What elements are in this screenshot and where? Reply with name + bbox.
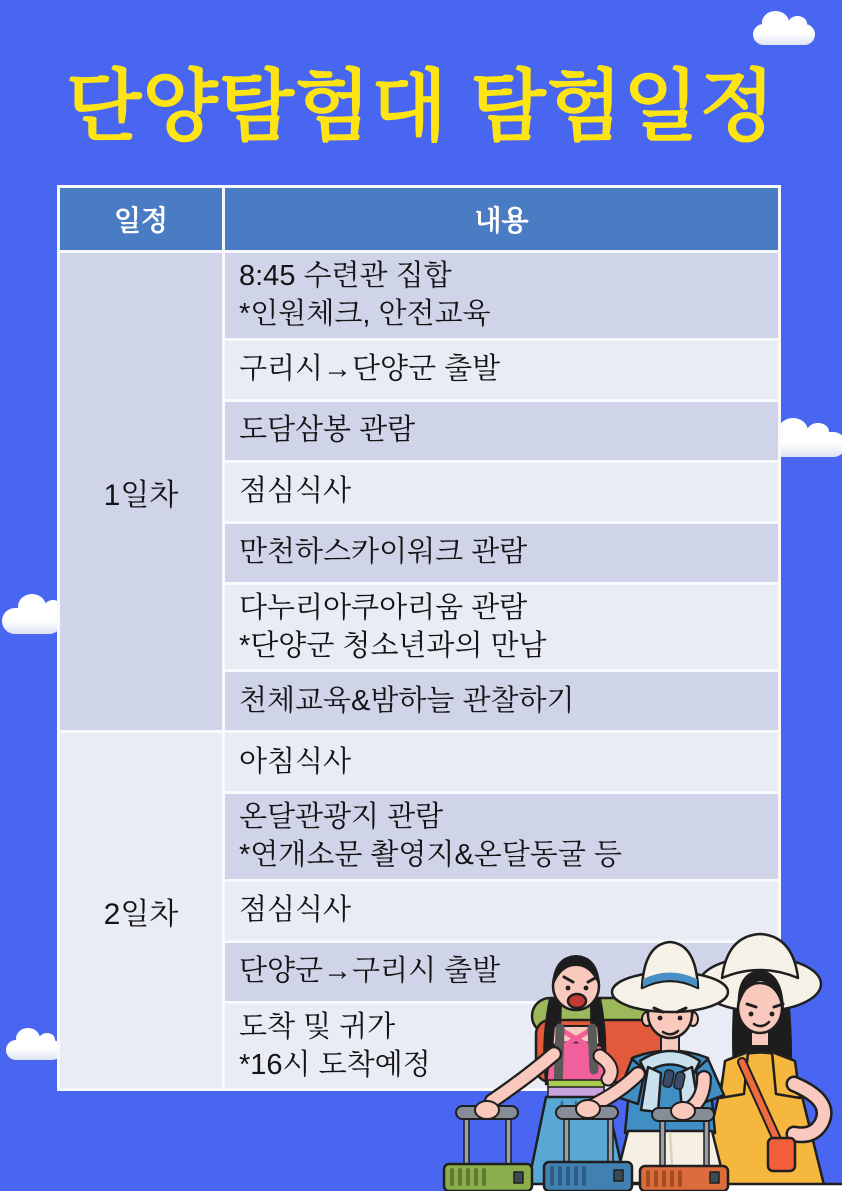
schedule-line: 아침식사 [239,745,352,778]
table-row [60,253,778,338]
page-title: 단양탐험대 탐험일정 [66,62,776,150]
column-header-content: 내용 [225,188,778,250]
crossbody-bag [768,1138,795,1171]
traveler-middle-boy [612,942,728,1183]
schedule-line: 8:45 수련관 집합 [239,260,452,292]
hand [671,1102,695,1120]
schedule-line: 점심식사 [239,894,352,927]
column-header-schedule: 일정 [60,188,222,250]
schedule-line: 만천하스카이워크 관람 [239,536,528,569]
schedule-cell [225,733,778,791]
schedule-line: *단양군 청소년과의 만남 [239,629,547,662]
table-header-row [60,188,778,250]
schedule-line: 도담삼봉 관람 [239,414,416,447]
schedule-cell [225,585,778,670]
cloud-icon [753,24,815,45]
schedule-cell [225,463,778,521]
schedule-line: 단양군→구리시 출발 [239,955,501,988]
traveler-left-girl [492,956,626,1185]
schedule-line: *연개소문 촬영지&온달동굴 등 [239,839,622,872]
suitcase-green [444,1101,532,1191]
travelers-illustration [442,920,842,1191]
day-cell-2: 2일차 [60,733,222,1088]
schedule-line: 온달관광지 관람 [239,801,444,834]
schedule-line: *16시 도착예정 [239,1048,431,1081]
cloud-icon [6,1040,62,1060]
schedule-cell [225,524,778,582]
schedule-cell [225,794,778,879]
schedule-line: 다누리아쿠아리움 관람 [239,591,528,624]
cloud-icon [2,608,62,634]
schedule-cell [225,402,778,460]
hand [475,1101,499,1119]
schedule-line: 도착 및 귀가 [239,1010,396,1043]
schedule-line: 점심식사 [239,475,352,508]
schedule-line: 구리시→단양군 출발 [239,353,501,386]
hand [576,1100,600,1118]
schedule-cell [225,253,778,338]
schedule-cell [225,672,778,730]
table-row [60,733,778,791]
schedule-line: *인원체크, 안전교육 [239,298,491,331]
schedule-line: 천체교육&밤하늘 관찰하기 [239,684,575,717]
day-cell-1: 1일차 [60,253,222,730]
schedule-cell [225,341,778,399]
sun-hat-icon [612,942,728,1012]
